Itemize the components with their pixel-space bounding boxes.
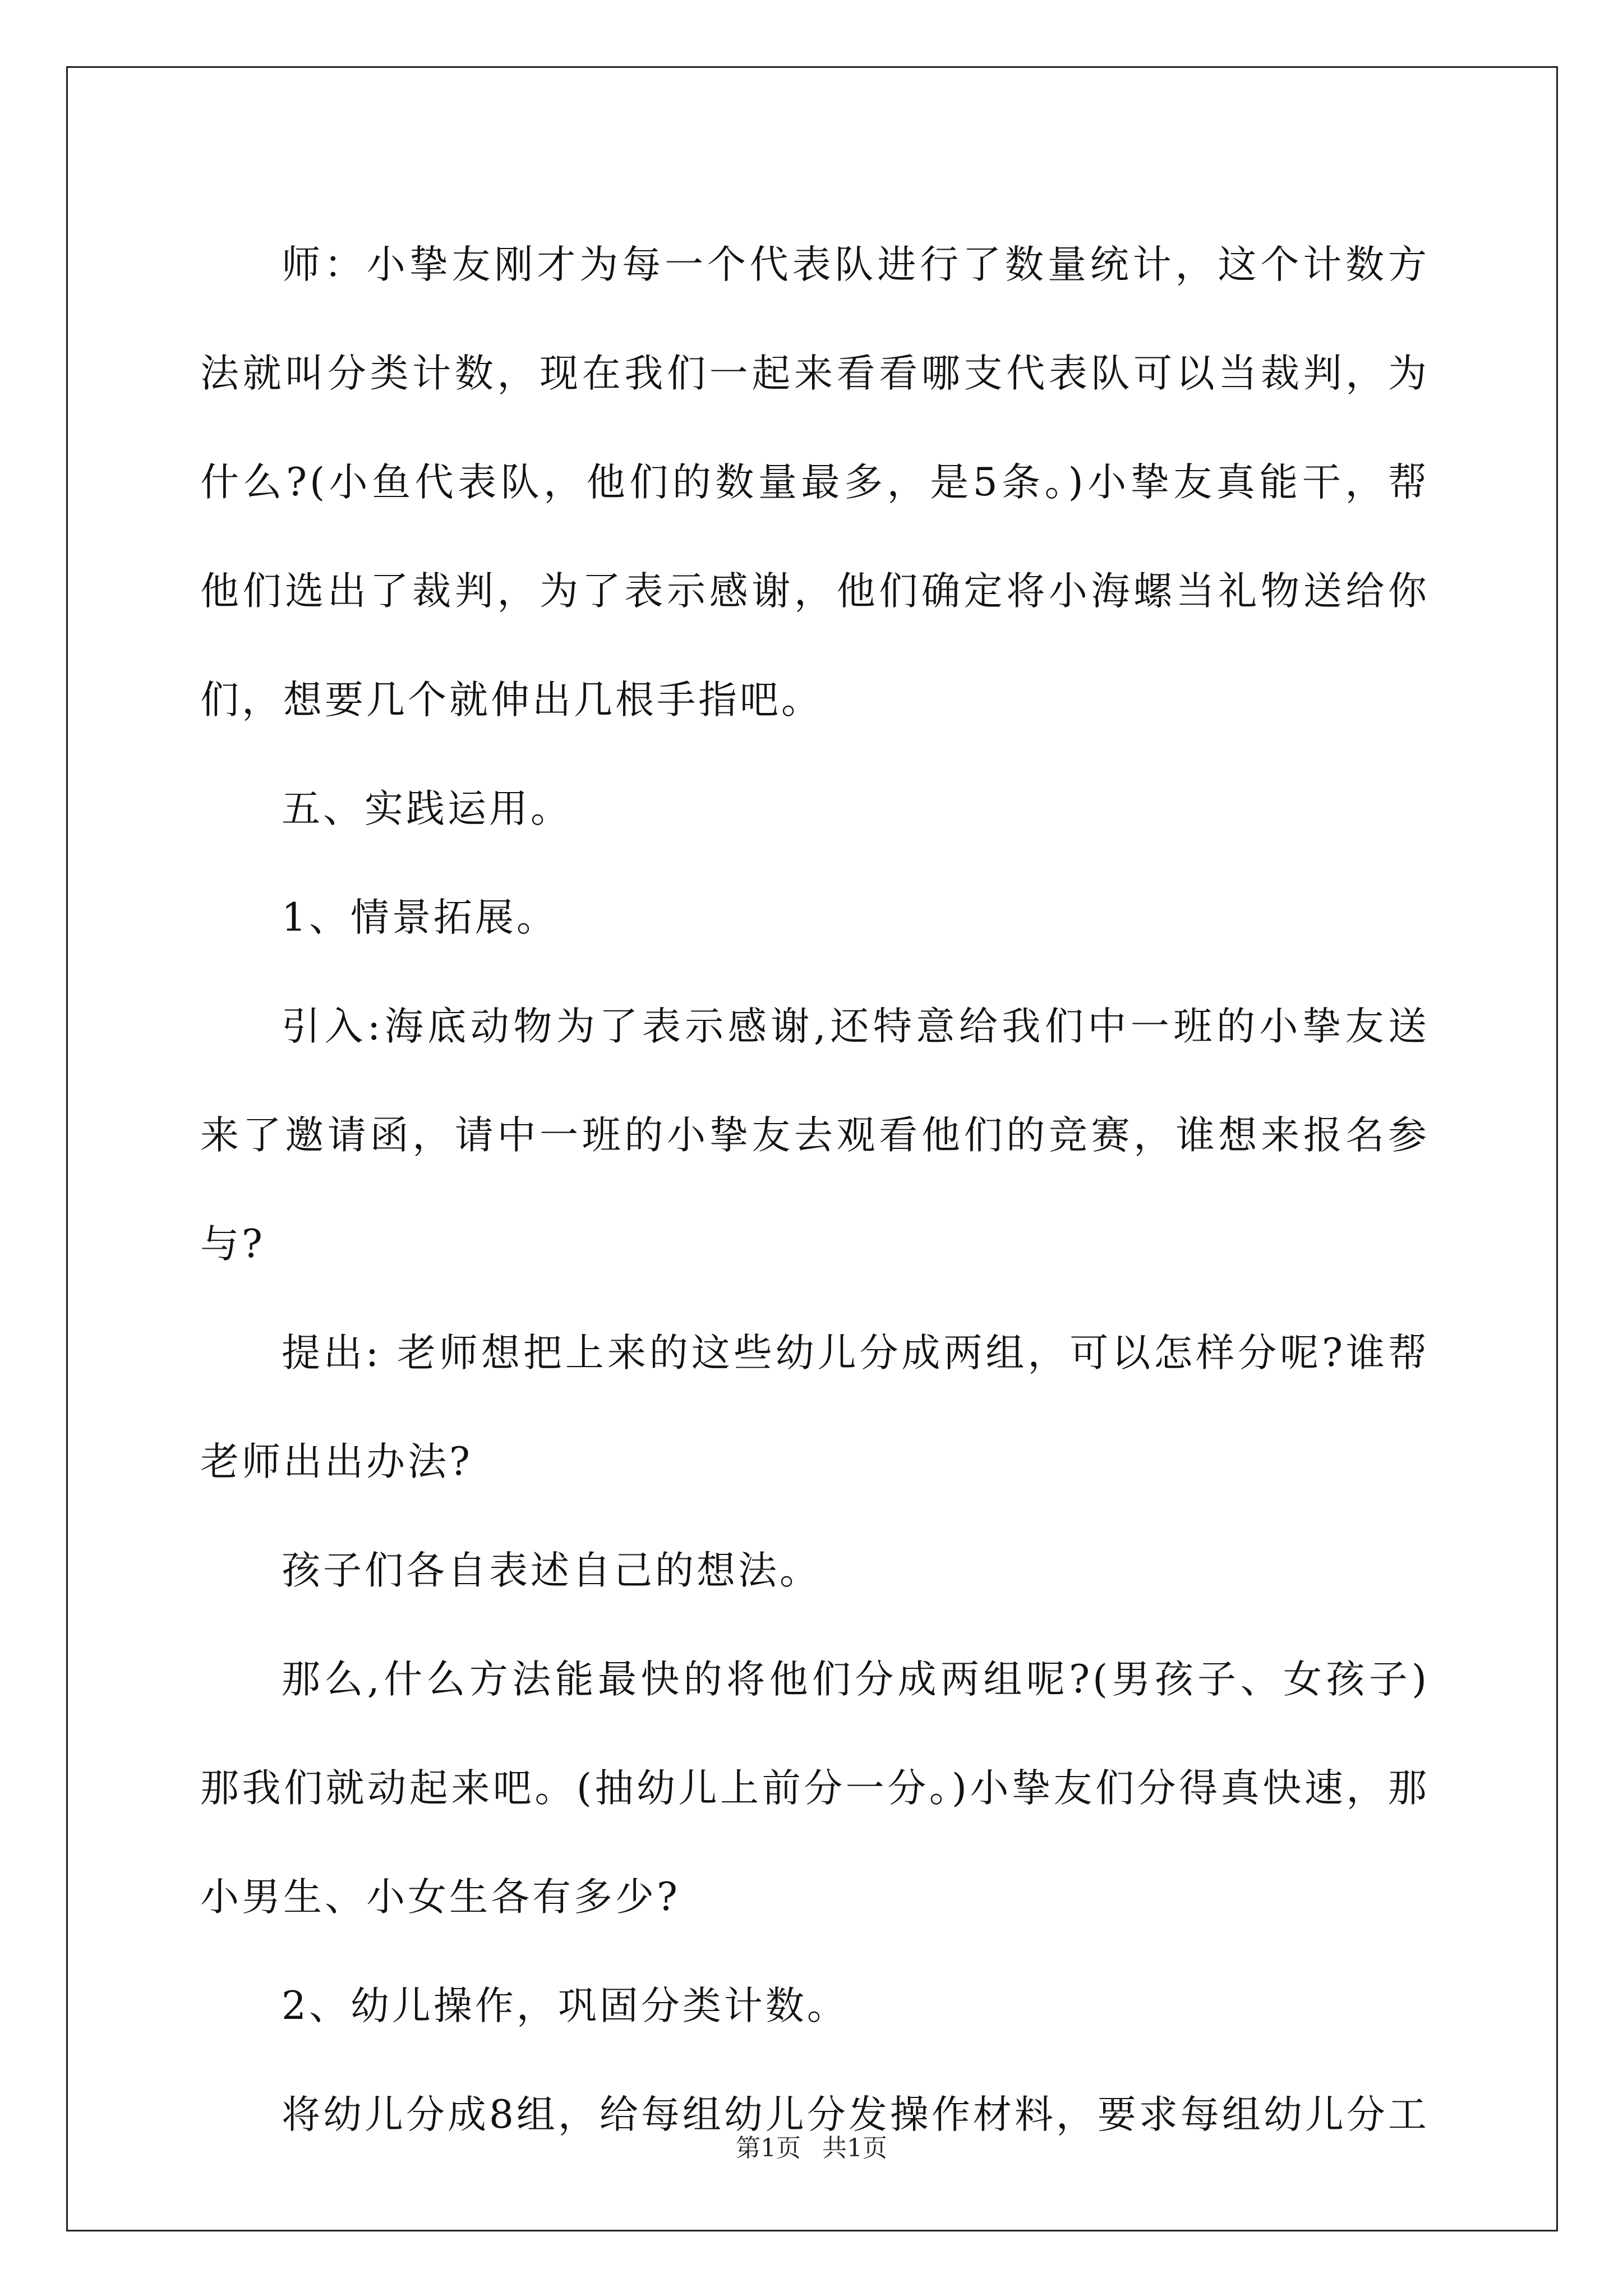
section-heading: 五、实践运用。 [282, 786, 572, 831]
paragraph: 引入:海底动物为了表示感谢,还特意给我们中一班的小挚友送来了邀请函，请中一班的小挚友去观看他们的竞赛，谁想来报名参与? [200, 1004, 1430, 1267]
subsection-heading: 2、幼儿操作，巩固分类计数。 [282, 1984, 849, 2028]
paragraph: 那么,什么方法能最快的将他们分成两组呢?(男孩子、女孩子)那我们就动起来吧。(抽幼儿上前分一分。)小挚友们分得真快速，那小男生、小女生各有多少? [200, 1657, 1430, 1920]
paragraph: 师：小挚友刚才为每一个代表队进行了数量统计，这个计数方法就叫分类计数，现在我们一起来看看哪支代表队可以当裁判，为什么?(小鱼代表队，他们的数量最多，是5条。)小挚友真能干，帮他们选出了裁判，为了表示感谢，他们确定将小海螺当礼物送给你们，想要几个就伸出几根手指吧。 [200, 242, 1430, 723]
paragraph: 提出: 老师想把上来的这些幼儿分成两组，可以怎样分呢?谁帮老师出出办法? [200, 1331, 1430, 1484]
page-number: 第1页 [736, 2134, 801, 2162]
page-total: 共1页 [822, 2134, 887, 2162]
paragraph: 孩子们各自表述自己的想法。 [282, 1548, 821, 1593]
paragraph: 将幼儿分成8组，给每组幼儿分发操作材料，要求每组幼儿分工 [282, 2092, 1430, 2137]
document-body [200, 210, 1430, 2169]
page-footer [0, 2132, 1623, 2165]
subsection-heading: 1、情景拓展。 [282, 895, 558, 940]
